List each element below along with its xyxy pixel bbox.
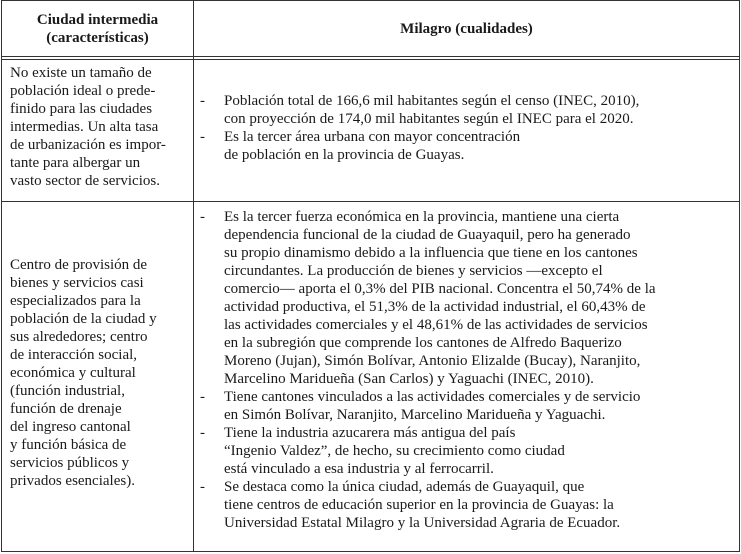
bullet-line: Tiene la industria azucarera más antigua del país: [224, 425, 516, 441]
row1-left-line: tante para albergar un: [10, 155, 141, 171]
row1-left-line: de urbanización es impor-: [10, 137, 166, 153]
header-cell-milagro: [194, 20, 739, 38]
header-cell-ciudad-intermedia: [2, 11, 193, 47]
row2-left-line: Centro de provisión de: [10, 257, 148, 273]
bullet-line: “Ingenio Valdez”, de hecho, su crecimiento como ciudad: [224, 443, 565, 459]
bullet-line: con proyección de 174,0 mil habitantes según el INEC para el 2020.: [224, 111, 634, 127]
header-col2: Milagro (cualidades): [400, 21, 533, 37]
bullet-line: Se destaca como la única ciudad, además de Guayaquil, que: [224, 479, 585, 495]
bullet-line: dependencia funcional de la ciudad de Guayaquil, pero ha generado: [224, 227, 631, 243]
header-col1-line1: Ciudad intermedia: [36, 12, 159, 28]
bullet-item: [200, 424, 735, 478]
table-right-border: [739, 0, 740, 552]
bullet-line: Es la tercer área urbana con mayor concentración: [224, 129, 521, 145]
bullet-line: en la subregión que comprende los cantones de Alfredo Baquerizo: [224, 335, 622, 351]
row2-right-cell: [200, 208, 735, 532]
bullet-line: en Simón Bolívar, Naranjito, Marcelino Maridueña y Yaguachi.: [224, 407, 606, 423]
row2-left-line: sus alrededores; centro: [10, 329, 148, 345]
bullet-item: [200, 92, 735, 128]
bullet-item: [200, 208, 735, 388]
row2-left-line: del ingreso cantonal: [10, 419, 131, 435]
bullet-line: comercio— aporta el 0,3% del PIB nacional. Concentra el 50,74% de la: [224, 281, 656, 297]
row1-left-line: vasto sector de servicios.: [10, 173, 160, 189]
bullet-line: circundantes. La producción de bienes y servicios —excepto el: [224, 263, 603, 279]
row1-left-line: finido para las ciudades: [10, 101, 153, 117]
row-divider: [1, 201, 739, 202]
bullet-dash: -: [200, 93, 205, 109]
row2-left-line: de interacción social,: [10, 347, 138, 363]
row1-left-line: intermedias. Un alta tasa: [10, 119, 159, 135]
row1-left-line: población ideal o prede-: [10, 83, 156, 99]
bullet-line: Marcelino Maridueña (San Carlos) y Yaguachi (INEC, 2010).: [224, 371, 594, 387]
row2-left-line: económica y cultural: [10, 365, 136, 381]
row2-left-line: población de la ciudad y: [10, 311, 157, 327]
row1-left-line: No existe un tamaño de: [10, 65, 152, 81]
table-top-border: [1, 0, 739, 1]
row2-left-cell: [10, 256, 182, 490]
bullet-line: las actividades comerciales y el 48,61% de las actividades de servicios: [224, 317, 648, 333]
bullet-line: Tiene cantones vinculados a las actividades comerciales y de servicio: [224, 389, 641, 405]
bullet-item: [200, 388, 735, 424]
bullet-dash: -: [200, 129, 205, 145]
row2-left-line: bienes y servicios casi: [10, 275, 144, 291]
bullet-line: Es la tercer fuerza económica en la provincia, mantiene una cierta: [224, 209, 620, 225]
row2-left-line: y función básica de: [10, 437, 127, 453]
bullet-line: tiene centros de educación superior en la provincia de Guayas: la: [224, 497, 614, 513]
table-bottom-border: [1, 551, 739, 552]
bullet-line: está vinculado a esa industria y al ferrocarril.: [224, 461, 494, 477]
bullet-dash: -: [200, 389, 205, 405]
bullet-line: Moreno (Jujan), Simón Bolívar, Antonio Elizalde (Bucay), Naranjito,: [224, 353, 641, 369]
header-bottom-border-double: [1, 59, 739, 60]
row2-left-line: servicios públicos y: [10, 455, 130, 471]
row2-left-line: privados esenciales).: [10, 473, 135, 489]
bullet-dash: -: [200, 209, 205, 225]
bullet-item: [200, 128, 735, 164]
row2-left-line: especializados para la: [10, 293, 141, 309]
row2-left-line: (función industrial,: [10, 383, 125, 399]
bullet-line: su propio dinamismo debido a la influencia que tiene en los cantones: [224, 245, 638, 261]
row2-left-line: función de drenaje: [10, 401, 122, 417]
header-bottom-border: [1, 56, 739, 57]
bullet-item: [200, 478, 735, 532]
bullet-line: Universidad Estatal Milagro y la Universidad Agraria de Ecuador.: [224, 515, 621, 531]
bullet-line: actividad productiva, el 51,3% de la actividad industrial, el 60,43% de: [224, 299, 646, 315]
header-col1-line2: (características): [46, 30, 149, 46]
bullet-line: de población en la provincia de Guayas.: [224, 147, 465, 163]
column-divider: [193, 0, 194, 552]
bullet-dash: -: [200, 479, 205, 495]
bullet-dash: -: [200, 425, 205, 441]
table-left-border: [1, 0, 2, 552]
row1-left-cell: [10, 64, 182, 190]
bullet-line: Población total de 166,6 mil habitantes según el censo (INEC, 2010),: [224, 93, 640, 109]
row1-right-cell: [200, 92, 735, 164]
